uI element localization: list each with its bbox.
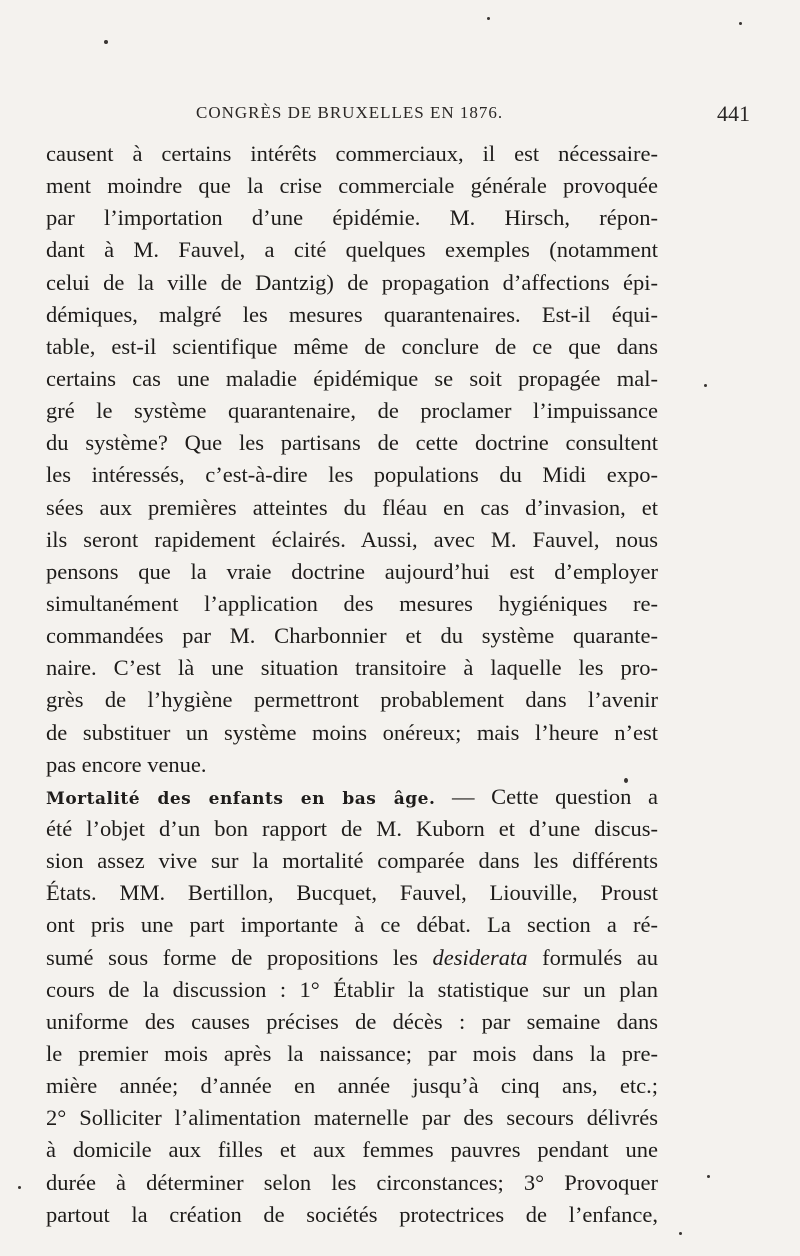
running-head: CONGRÈS DE BRUXELLES EN 1876. — [196, 103, 504, 122]
text-line: certains cas une maladie épidémique se soit propagée mal- — [46, 365, 658, 391]
text-line: 2° Solliciter l’alimentation maternelle par des secours délivrés — [46, 1105, 658, 1131]
text-line: ment moindre que la crise commerciale générale provoquée — [46, 173, 658, 199]
paper-speck — [104, 40, 108, 44]
text-line: uniforme des causes précises de décès : par semaine dans — [46, 1008, 658, 1034]
text-line: ils seront rapidement éclairés. Aussi, avec M. Fauvel, nous — [46, 526, 658, 552]
text-line: simultanément l’application des mesures hygiéniques re- — [46, 590, 658, 616]
text-line: gré le système quarantenaire, de proclamer l’impuissance — [46, 398, 658, 424]
text-line: mière année; d’année en année jusqu’à cinq ans, etc.; — [46, 1073, 658, 1099]
text-line: du système? Que les partisans de cette doctrine consultent — [46, 430, 658, 456]
text-fragment: sumé sous forme de propositions les — [46, 944, 433, 970]
text-line: pas encore venue. — [46, 751, 207, 777]
paper-speck — [679, 1232, 682, 1235]
paper-speck — [704, 384, 707, 387]
section-line — [46, 781, 658, 813]
text-line: États. MM. Bertillon, Bucquet, Fauvel, Liouville, Proust — [46, 880, 658, 906]
text-line: naire. C’est là une situation transitoire à laquelle les pro- — [46, 655, 658, 681]
text-line: causent à certains intérêts commerciaux, il est nécessaire- — [46, 141, 658, 166]
italic-term: desiderata — [432, 944, 528, 970]
text-line: par l’importation d’une épidémie. M. Hirsch, répon- — [46, 205, 658, 231]
body-text — [46, 138, 658, 1231]
text-line: sées aux premières atteintes du fléau en cas d’invasion, et — [46, 494, 658, 520]
text-line: dant à M. Fauvel, a cité quelques exemples (notamment — [46, 237, 658, 263]
text-fragment: formulés au — [527, 944, 658, 970]
text-line-italic — [46, 942, 658, 974]
page-number: 441 — [717, 101, 750, 126]
text-line: pensons que la vraie doctrine aujourd’hui est d’employer — [46, 558, 658, 584]
paper-speck — [487, 17, 490, 20]
text-line: durée à déterminer selon les circonstances; 3° Provoquer — [46, 1169, 658, 1195]
paper-speck — [18, 1186, 21, 1189]
paper-speck — [707, 1175, 710, 1178]
text-line: ont pris une part importante à ce débat. La section a ré- — [46, 912, 658, 938]
text-line: cours de la discussion : 1° Établir la statistique sur un plan — [46, 976, 658, 1002]
page-header — [48, 103, 752, 133]
section-line-text: — Cette question a — [435, 783, 658, 809]
text-line: de substituer un système moins onéreux; mais l’heure n’est — [46, 719, 658, 745]
text-line: à domicile aux filles et aux femmes pauvres pendant une — [46, 1137, 658, 1163]
text-line: partout la création de sociétés protectrices de l’enfance, — [46, 1201, 658, 1227]
text-line: sion assez vive sur la mortalité comparée dans les différents — [46, 848, 658, 874]
text-line: les intéressés, c’est-à-dire les populations du Midi expo- — [46, 462, 658, 488]
paper-speck — [624, 778, 628, 783]
text-line: celui de la ville de Dantzig) de propagation d’affections épi- — [46, 269, 658, 295]
text-line: démiques, malgré les mesures quarantenaires. Est-il équi- — [46, 301, 658, 327]
text-line: grès de l’hygiène permettront probablement dans l’avenir — [46, 687, 658, 713]
text-line: commandées par M. Charbonnier et du système quarante- — [46, 623, 658, 649]
text-line: table, est-il scientifique même de conclure de ce que dans — [46, 333, 658, 359]
section-heading: Mortalité des enfants en bas âge. — [46, 788, 436, 809]
text-line: le premier mois après la naissance; par mois dans la pre- — [46, 1040, 658, 1066]
paper-speck — [739, 22, 742, 25]
text-line: été l’objet d’un bon rapport de M. Kuborn et d’une discus- — [46, 815, 658, 841]
